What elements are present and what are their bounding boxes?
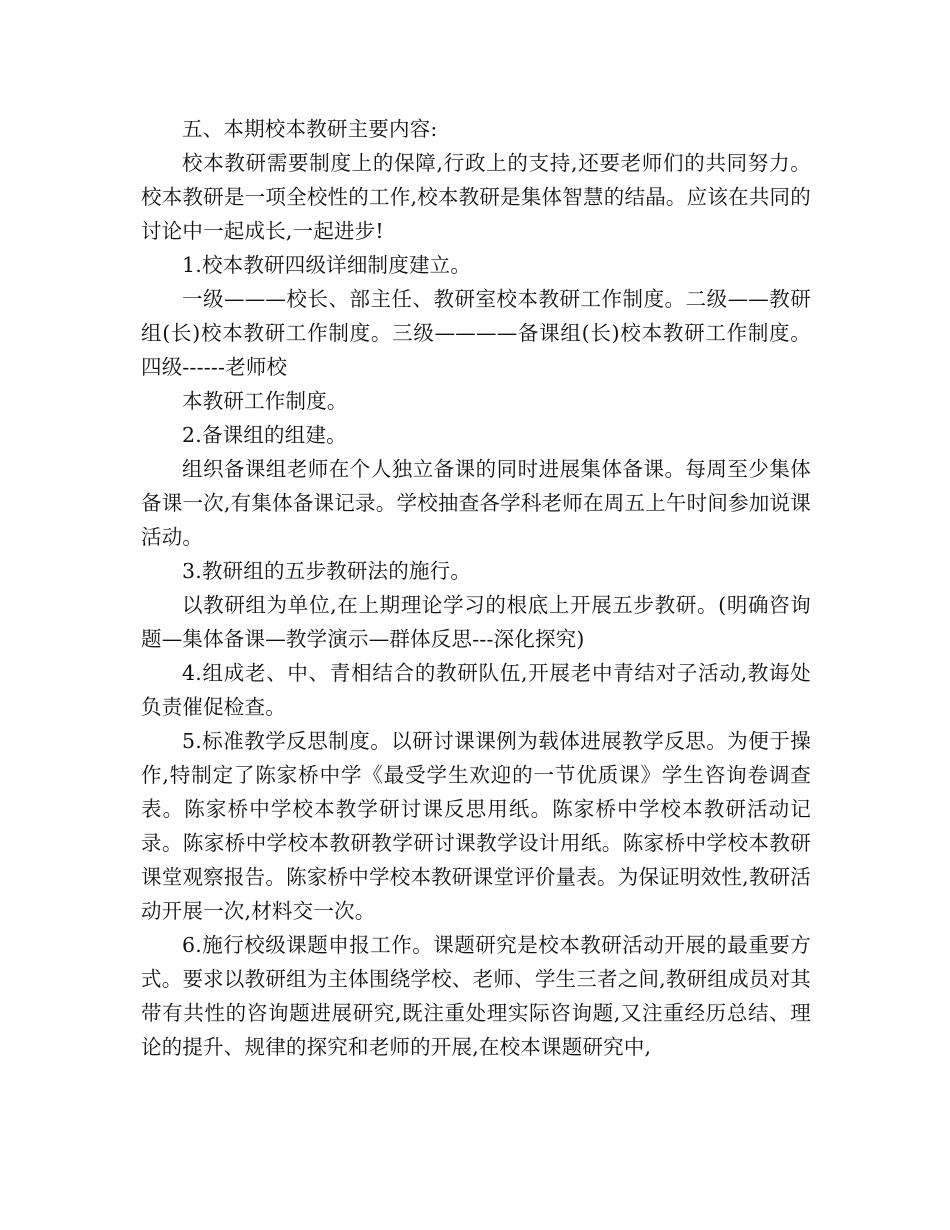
item-3-heading: 3.教研组的五步教研法的施行。 — [182, 559, 472, 583]
item-1-body-continued: 本教研工作制度。 — [182, 389, 348, 413]
item-1-heading: 1.校本教研四级详细制度建立。 — [182, 253, 472, 277]
document-page — [141, 112, 811, 1064]
item-3-body: 以教研组为单位,在上期理论学习的根底上开展五步教研。(明确咨询题—集体备课—教学演示—群体反思---深化探究) — [141, 593, 811, 651]
item-1-body: 一级———校长、部主任、教研室校本教研工作制度。二级——教研组(长)校本教研工作制度。三级————备课组(长)校本教研工作制度。四级------老师校 — [141, 287, 811, 379]
section-heading: 五、本期校本教研主要内容: — [182, 117, 438, 141]
intro-paragraph: 校本教研需要制度上的保障,行政上的支持,还要老师们的共同努力。校本教研是一项全校性的工作,校本教研是集体智慧的结晶。应该在共同的讨论中一起成长,一起进步! — [141, 151, 811, 243]
item-4-paragraph: 4.组成老、中、青相结合的教研队伍,开展老中青结对子活动,教诲处负责催促检查。 — [141, 661, 811, 719]
item-2-heading: 2.备课组的组建。 — [182, 423, 347, 447]
item-5-paragraph: 5.标准教学反思制度。以研讨课课例为载体进展教学反思。为便于操作,特制定了陈家桥中学《最受学生欢迎的一节优质课》学生咨询卷调查表。陈家桥中学校本教学研讨课反思用纸。陈家桥中学校本教研活动记录。陈家桥中学校本教研教学研讨课教学设计用纸。陈家桥中学校本教研课堂观察报告。陈家桥中学校本教研课堂评价量表。为保证明效性,教研活动开展一次,材料交一次。 — [141, 729, 811, 923]
item-6-paragraph: 6.施行校级课题申报工作。课题研究是校本教研活动开展的最重要方式。要求以教研组为主体围绕学校、老师、学生三者之间,教研组成员对其带有共性的咨询题进展研究,既注重处理实际咨询题,又注重经历总结、理论的提升、规律的探究和老师的开展,在校本课题研究中, — [141, 933, 811, 1059]
item-2-body: 组织备课组老师在个人独立备课的同时进展集体备课。每周至少集体备课一次,有集体备课记录。学校抽查各学科老师在周五上午时间参加说课活动。 — [141, 457, 811, 549]
